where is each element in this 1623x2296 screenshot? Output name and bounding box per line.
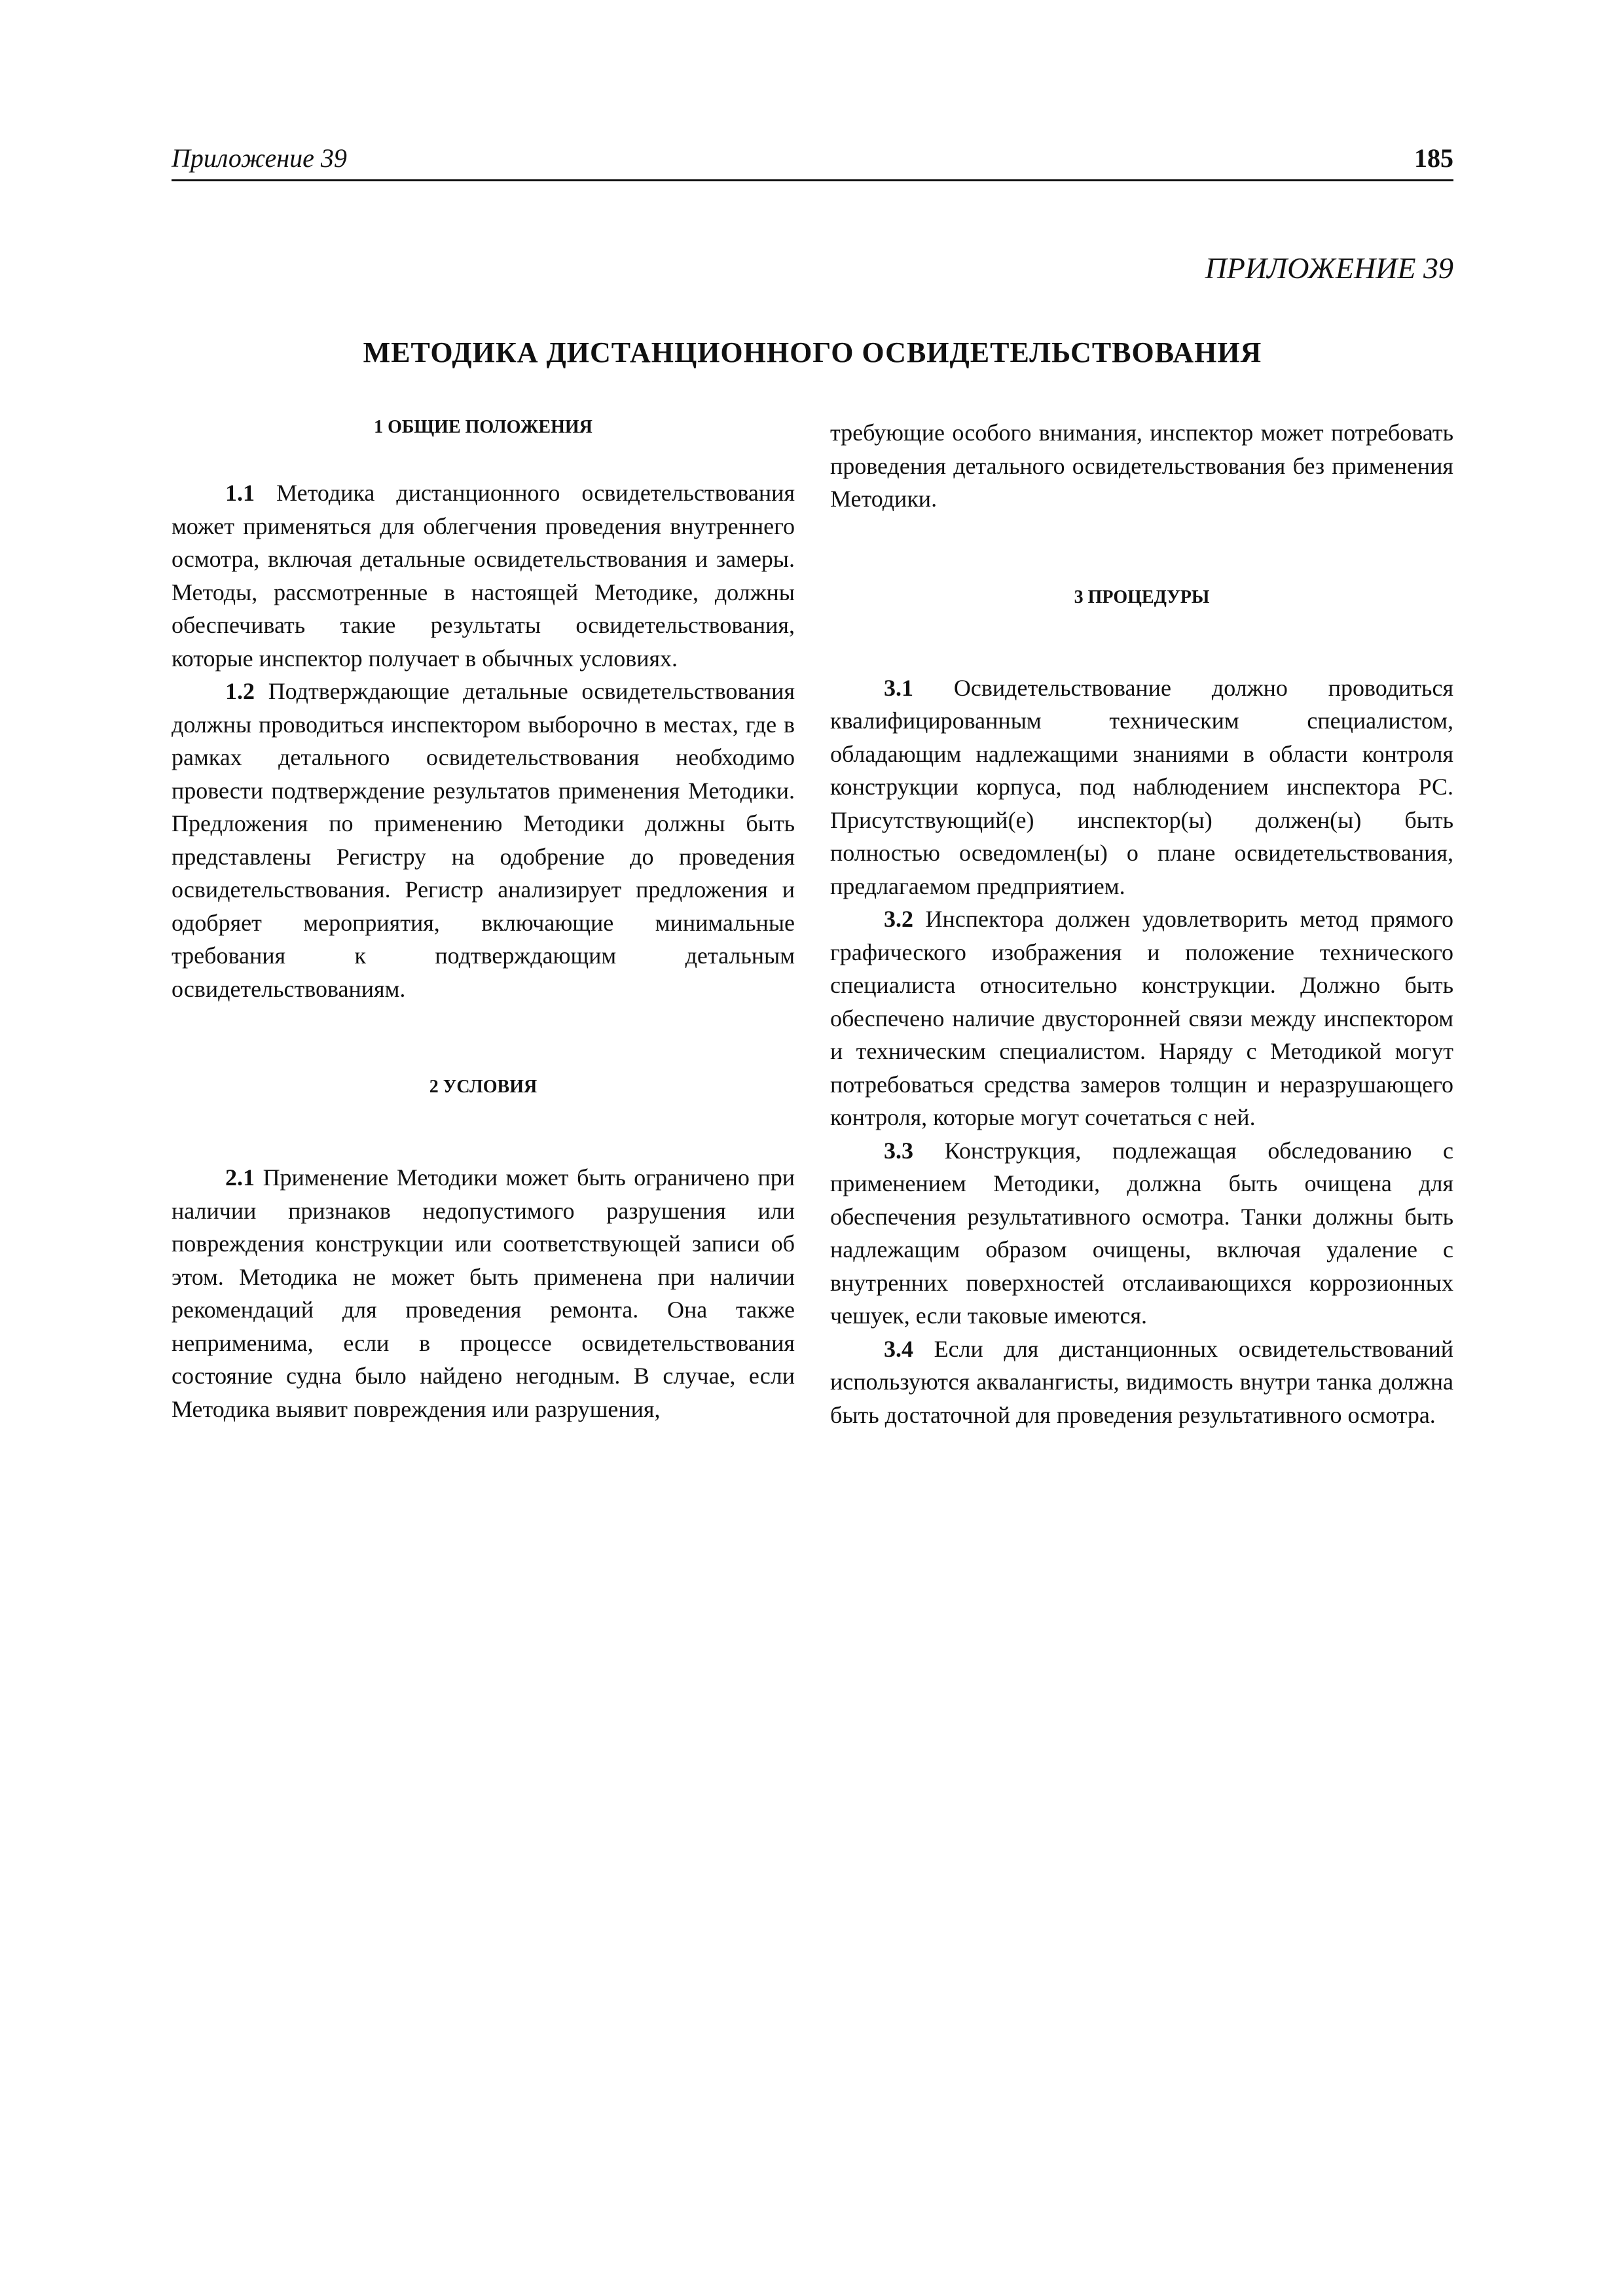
section-heading-general: 1 ОБЩИЕ ПОЛОЖЕНИЯ — [374, 417, 593, 437]
paragraph-3-4 — [830, 1333, 1453, 1432]
paragraph-3-1 — [830, 672, 1453, 903]
section-heading-procedures: 3 ПРОЦЕДУРЫ — [1074, 586, 1210, 607]
paragraph-2-1 — [172, 1161, 795, 1426]
paragraph-text: Конструкция, подлежащая обследованию с применением Методики, должна быть очищена для обеспечения результативного осмотра. Танки должны быть надлежащим образом очищены, включая удаление с внутренних поверхностей отслаивающихся коррозионных чешуек, если таковые имеются. — [830, 1137, 1453, 1329]
paragraph-2-1-continued: требующие особого внимания, инспектор может потребовать проведения детального освидетельствования без применения Методики. — [830, 420, 1453, 512]
document-title: МЕТОДИКА ДИСТАНЦИОННОГО ОСВИДЕТЕЛЬСТВОВАНИЯ — [363, 336, 1262, 369]
page-number: 185 — [1414, 143, 1453, 173]
paragraph-text: Если для дистанционных освидетельствований используются аквалангисты, видимость внутри танка должна быть достаточной для проведения результативного осмотра. — [830, 1335, 1453, 1428]
paragraph-text: Инспектора должен удовлетворить метод прямого графического изображения и положение технического специалиста относительно конструкции. Должно быть обеспечено наличие двусторонней связи между инспектором и техническим специалистом. Наряду с Методикой могут потребоваться средства замеров толщин и неразрушающего контроля, которые могут сочетаться с ней. — [830, 906, 1454, 1130]
paragraph-number: 3.1 — [884, 674, 913, 701]
paragraph-1-1 — [172, 476, 795, 675]
paragraph-number: 2.1 — [225, 1164, 255, 1191]
running-header — [172, 143, 1453, 181]
right-column — [830, 416, 1453, 1431]
paragraph-number: 3.4 — [884, 1335, 913, 1362]
paragraph-text: Методика дистанционного освидетельствования может применяться для облегчения проведения внутреннего осмотра, включая детальные освидетельствования и замеры. Методы, рассмотренные в настоящей Методике, должны обеспечивать такие результаты освидетельствования, которые инспектор получает в обычных условиях. — [172, 480, 795, 672]
paragraph-3-3 — [830, 1134, 1453, 1333]
paragraph-3-2 — [830, 903, 1453, 1134]
paragraph-number: 1.2 — [225, 678, 255, 704]
paragraph-1-2 — [172, 675, 795, 1005]
paragraph-number: 3.3 — [884, 1137, 913, 1164]
paragraph-number: 1.1 — [225, 480, 255, 506]
running-header-title: Приложение 39 — [172, 143, 347, 173]
section-heading-conditions: 2 УСЛОВИЯ — [429, 1077, 538, 1097]
paragraph-number: 3.2 — [884, 906, 913, 932]
paragraph-text: Освидетельствование должно проводиться квалифицированным техническим специалистом, обладающим надлежащими знаниями в области контроля конструкции корпуса, под наблюдением инспектора РС. Присутствующий(е) инспектор(ы) должен(ы) быть полностью осведомлен(ы) о плане освидетельствования, предлагаемом предприятием. — [830, 674, 1453, 899]
paragraph-text: Применение Методики может быть ограничено при наличии признаков недопустимого разрушения или повреждения конструкции или соответствующей записи об этом. Методика не может быть применена при наличии рекомендаций для проведения ремонта. Она также неприменима, если в процессе освидетельствования состояние судна было найдено негодным. В случае, если Методика выявит повреждения или разрушения, — [172, 1164, 795, 1422]
left-column — [172, 416, 795, 1426]
appendix-label: ПРИЛОЖЕНИЕ 39 — [1205, 251, 1453, 285]
paragraph-text: Подтверждающие детальные освидетельствования должны проводиться инспектором выборочно в местах, где в рамках детального освидетельствования необходимо провести подтверждение результатов применения Методики. Предложения по применению Методики должны быть представлены Регистру на одобрение до проведения освидетельствования. Регистр анализирует предложения и одобряет мероприятия, включающие минимальные требования к подтверждающим детальным освидетельствованиям. — [172, 678, 795, 1002]
